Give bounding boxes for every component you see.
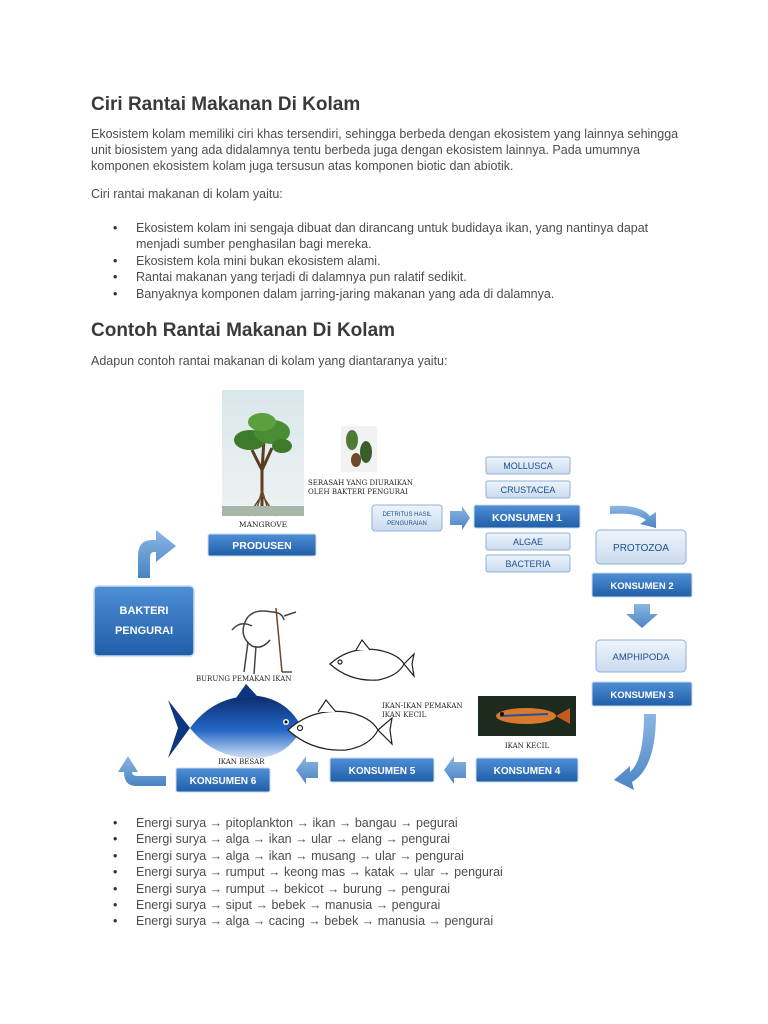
label-crustacea: CRUSTACEA xyxy=(500,485,556,495)
label-konsumen3: KONSUMEN 3 xyxy=(610,690,674,701)
label-ikan-pemakan-1: IKAN-IKAN PEMAKAN xyxy=(382,702,463,710)
label-konsumen4: KONSUMEN 4 xyxy=(493,766,561,777)
label-mangrove: MANGROVE xyxy=(238,520,288,529)
label-bakteri-1: BAKTERI xyxy=(119,605,169,617)
list-item: • Energi surya → rumput → bekicot → burung → pengurai xyxy=(91,881,691,897)
arrow-curve-down-icon xyxy=(614,714,656,790)
list-item: • Energi surya → alga → ikan → musang → ular → pengurai xyxy=(91,848,691,864)
contoh-list xyxy=(91,815,691,930)
list-item: • Energi surya → rumput → keong mas → katak → ular → pengurai xyxy=(91,864,691,880)
label-ikan-kecil: IKAN KECIL xyxy=(504,742,550,750)
heron-image xyxy=(232,608,296,674)
label-bakteri-2: PENGURAI xyxy=(114,625,174,637)
paragraph-ekosistem: Ekosistem kolam memiliki ciri khas tersendiri, sehingga berbeda dengan ekosistem yang lainnya sehingga unit biosistem yang ada didalamnya tentu berbeda juga dengan ekosistem lainnya. Pada umumnya komponen ekosistem kolam juga tersusun atas komponen biotic dan abiotik. xyxy=(91,127,679,173)
food-chain-diagram xyxy=(88,378,708,796)
arrow-up-curve-icon xyxy=(138,530,176,578)
ciri-list xyxy=(91,220,691,302)
label-burung: BURUNG PEMAKAN IKAN xyxy=(196,675,292,683)
section-title-ciri: Ciri Rantai Makanan Di Kolam xyxy=(91,94,361,115)
arrow-return-icon xyxy=(118,756,166,786)
list-item: • Rantai makanan yang terjadi di dalamnya pun ralatif sedikit. xyxy=(91,269,691,285)
list-item: • Energi surya → alga → cacing → bebek → manusia → pengurai xyxy=(91,913,691,929)
bakteri-pengurai-box xyxy=(94,586,194,656)
label-protozoa: PROTOZOA xyxy=(613,543,669,554)
label-amphipoda: AMPHIPODA xyxy=(612,652,670,663)
arrow-left-icon xyxy=(444,756,466,784)
small-fish-image xyxy=(478,696,576,736)
arrow-curve-icon xyxy=(610,506,656,528)
label-konsumen6: KONSUMEN 6 xyxy=(189,776,257,787)
list-item: • Ekosistem kolam ini sengaja dibuat dan dirancang untuk budidaya ikan, yang nantinya dapat menjadi sumber penghasilan bagi mereka. xyxy=(91,220,691,253)
arrow-down-icon xyxy=(626,604,658,628)
arrow-right-icon xyxy=(450,506,470,530)
detritus-box xyxy=(372,505,442,531)
label-detritus-2: PENGURAIAN xyxy=(387,521,427,527)
section-title-contoh: Contoh Rantai Makanan Di Kolam xyxy=(91,320,396,341)
label-konsumen2: KONSUMEN 2 xyxy=(610,581,674,592)
intro-ciri: Ciri rantai makanan di kolam yaitu: xyxy=(91,187,283,201)
list-item: • Energi surya → siput → bebek → manusia → pengurai xyxy=(91,897,691,913)
list-item: • Banyaknya komponen dalam jarring-jaring makanan yang ada di dalamnya. xyxy=(91,286,691,302)
list-item: • Ekosistem kola mini bukan ekosistem alami. xyxy=(91,253,691,269)
label-algae: ALGAE xyxy=(512,537,544,547)
label-mollusca: MOLLUSCA xyxy=(503,461,553,471)
label-ikan-besar: IKAN BESAR xyxy=(218,758,265,766)
label-ikan-pemakan-2: IKAN KECIL xyxy=(382,711,427,719)
big-fish-image xyxy=(168,684,302,758)
label-bacteria: BACTERIA xyxy=(505,559,551,569)
label-konsumen5: KONSUMEN 5 xyxy=(348,766,416,777)
fish-sketch-image xyxy=(288,640,414,750)
list-item: • Energi surya → alga → ikan → ular → elang → pengurai xyxy=(91,831,691,847)
label-serasah: SERASAH YANG DIURAIKAN xyxy=(308,479,413,487)
serasah-image xyxy=(341,426,377,472)
label-detritus-1: DETRITUS HASIL xyxy=(382,512,432,518)
label-produsen: PRODUSEN xyxy=(232,540,292,552)
label-serasah-2: OLEH BAKTERI PENGURAI xyxy=(308,488,408,496)
arrow-left-icon xyxy=(296,756,318,784)
label-konsumen1: KONSUMEN 1 xyxy=(491,512,563,524)
intro-contoh: Adapun contoh rantai makanan di kolam yang diantaranya yaitu: xyxy=(91,354,448,368)
mangrove-image xyxy=(222,390,304,516)
list-item: • Energi surya → pitoplankton → ikan → bangau → pegurai xyxy=(91,815,691,831)
